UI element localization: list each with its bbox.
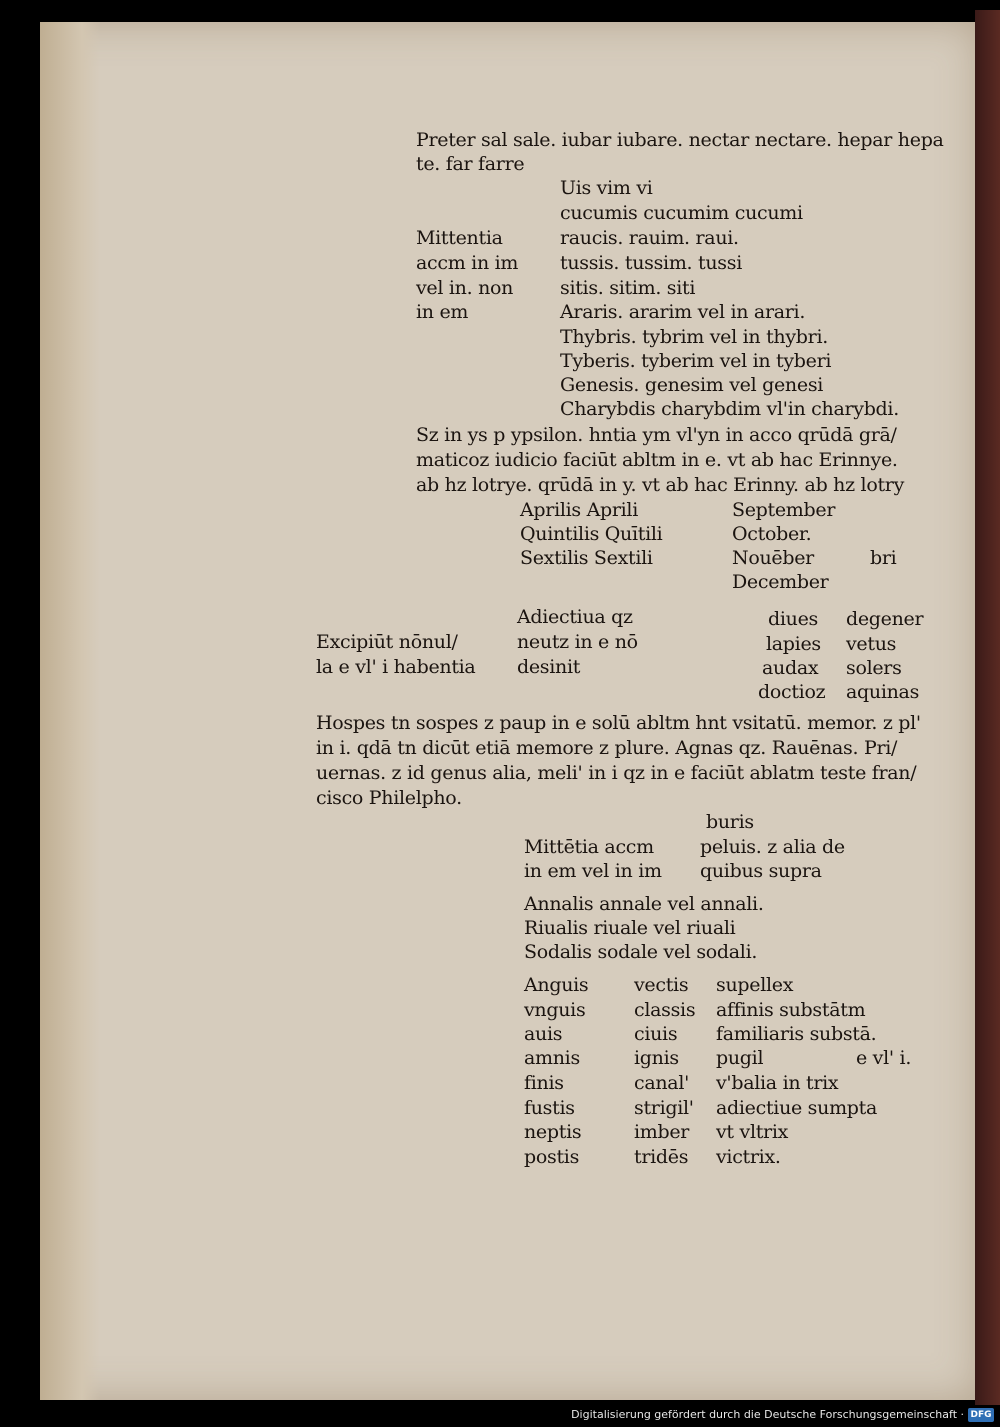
text-line: Mittētia accm — [524, 836, 654, 858]
text-line: cucumis cucumim cucumi — [560, 202, 803, 224]
text-line: Hospes tn sospes z paup in e solū abltm hnt vsitatū. memor. z pl' — [316, 712, 921, 734]
text-line: auis — [524, 1023, 563, 1045]
text-line: strigil' — [634, 1097, 694, 1119]
text-line: Excipiūt nōnul/ — [316, 631, 458, 653]
text-line: finis — [524, 1072, 564, 1094]
text-line: vel in. non — [416, 277, 514, 299]
dfg-logo-text: DFG — [970, 1410, 992, 1420]
text-line: Preter sal sale. iubar iubare. nectar nectare. hepar hepa — [416, 129, 944, 151]
text-line: ab hz lotrye. qrūdā in y. vt ab hac Erinny. ab hz lotry — [416, 474, 905, 496]
text-line: postis — [524, 1146, 580, 1168]
text-line: audax — [762, 657, 819, 679]
text-line: Adiectiua qz — [517, 606, 633, 628]
text-line: ciuis — [634, 1023, 678, 1045]
text-line: Thybris. tybrim vel in thybri. — [560, 326, 828, 348]
text-line: Charybdis charybdim vl'in charybdi. — [560, 398, 899, 420]
text-line: sitis. sitim. siti — [560, 277, 696, 299]
text-line: peluis. z alia de — [700, 836, 845, 858]
text-line: doctioz — [758, 681, 826, 703]
text-line: imber — [634, 1121, 690, 1143]
text-line: affinis substātm — [716, 999, 866, 1021]
text-line: supellex — [716, 974, 794, 996]
text-line: Riualis riuale vel riuali — [524, 917, 736, 939]
text-line: uernas. z id genus alia, meli' in i qz in e faciūt ablatm teste fran/ — [316, 762, 917, 784]
book-edge — [975, 10, 1000, 1410]
text-line: in i. qdā tn dicūt etiā memore z plure. Agnas qz. Rauēnas. Pri/ — [316, 737, 898, 759]
text-line: degener — [846, 608, 924, 630]
text-line: quibus supra — [700, 860, 822, 882]
text-line: solers — [846, 657, 902, 679]
text-line: diues — [768, 608, 818, 630]
text-line: familiaris substā. — [716, 1023, 877, 1045]
text-line: in em — [416, 301, 469, 323]
text-line: Uis vim vi — [560, 177, 653, 199]
text-line: September — [732, 499, 836, 521]
text-line: tussis. tussim. tussi — [560, 252, 742, 274]
page-gutter — [40, 22, 100, 1400]
text-line: pugil — [716, 1047, 764, 1069]
text-line: Mittentia — [416, 227, 503, 249]
text-line: Sextilis Sextili — [520, 547, 653, 569]
text-line: victrix. — [716, 1146, 781, 1168]
text-line: maticoz iudicio faciūt abltm in e. vt ab hac Erinnye. — [416, 449, 898, 471]
text-line: Sodalis sodale vel sodali. — [524, 941, 758, 963]
text-line: Genesis. genesim vel genesi — [560, 374, 824, 396]
text-line: December — [732, 571, 829, 593]
text-line: la e vl' i habentia — [316, 656, 476, 678]
text-line: Nouēber — [732, 547, 814, 569]
text-line: Anguis — [524, 974, 589, 996]
text-line: Aprilis Aprili — [520, 499, 638, 521]
text-line: Sz in ys p ypsilon. hntia ym vl'yn in acco qrūdā grā/ — [416, 424, 897, 446]
text-line: canal' — [634, 1072, 690, 1094]
text-line: vetus — [846, 633, 897, 655]
text-line: Araris. ararim vel in arari. — [560, 301, 806, 323]
text-line: aquinas — [846, 681, 920, 703]
text-line: bri — [870, 547, 897, 569]
text-line: raucis. rauim. raui. — [560, 227, 739, 249]
text-line: ignis — [634, 1047, 679, 1069]
text-line: Quintilis Quītili — [520, 523, 663, 545]
text-line: Annalis annale vel annali. — [524, 893, 764, 915]
text-line: tridēs — [634, 1146, 689, 1168]
text-line: adiectiue sumpta — [716, 1097, 878, 1119]
text-line: vnguis — [524, 999, 586, 1021]
text-line: neutz in e nō — [517, 631, 638, 653]
dfg-logo — [968, 1408, 994, 1422]
text-line: classis — [634, 999, 696, 1021]
text-line: lapies — [766, 633, 821, 655]
text-line: neptis — [524, 1121, 582, 1143]
text-line: in em vel in im — [524, 860, 662, 882]
text-line: October. — [732, 523, 812, 545]
text-line: desinit — [517, 656, 581, 678]
text-line: amnis — [524, 1047, 580, 1069]
text-line: te. far farre — [416, 153, 525, 175]
funding-notice: Digitalisierung gefördert durch die Deutsche Forschungsgemeinschaft · — [571, 1408, 964, 1421]
text-line: Tyberis. tyberim vel in tyberi — [560, 350, 832, 372]
text-line: v'balia in trix — [716, 1072, 839, 1094]
text-line: vt vltrix — [716, 1121, 789, 1143]
text-line: e vl' i. — [856, 1047, 912, 1069]
text-line: cisco Philelpho. — [316, 787, 462, 809]
text-line: buris — [706, 811, 754, 833]
text-line: fustis — [524, 1097, 575, 1119]
text-line: vectis — [634, 974, 689, 996]
text-line: accm in im — [416, 252, 519, 274]
